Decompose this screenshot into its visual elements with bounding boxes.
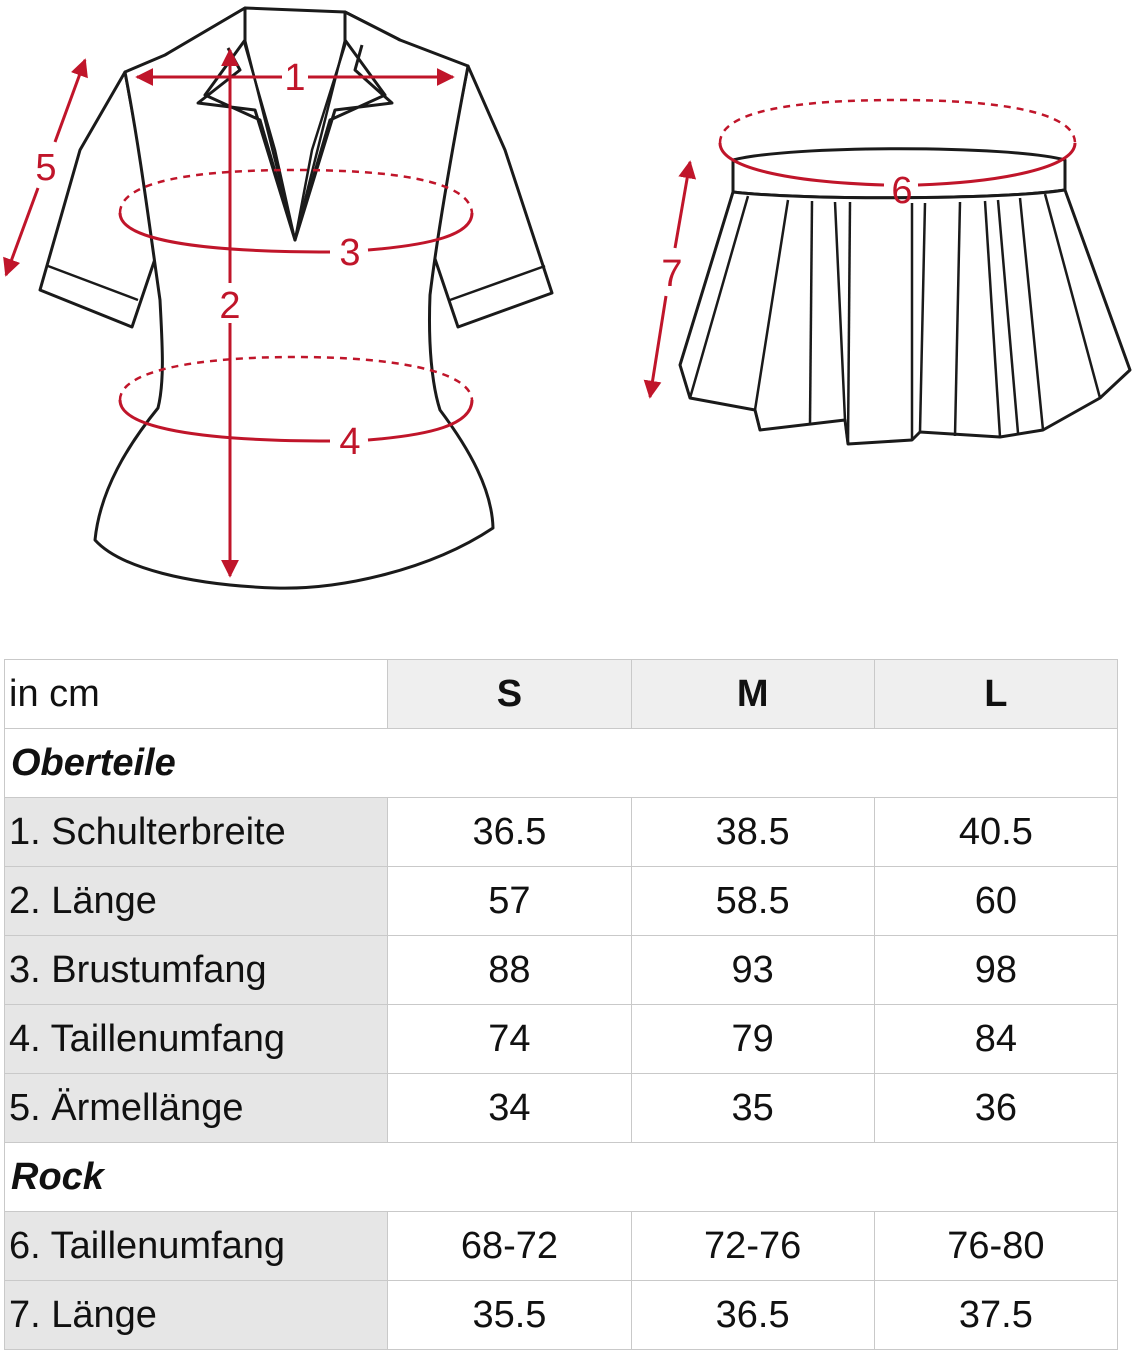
row-label: 5. Ärmellänge [5,1074,388,1143]
section-row-rock [5,1143,1118,1212]
row-value: 36.5 [631,1281,874,1350]
row-value: 93 [631,936,874,1005]
table-header-row [5,660,1118,729]
row-label: 4. Taillenumfang [5,1005,388,1074]
measure-label-7: 7 [661,253,683,295]
table-row [5,1212,1118,1281]
row-value: 88 [388,936,631,1005]
row-label: 2. Länge [5,867,388,936]
row-value: 38.5 [631,798,874,867]
row-value: 37.5 [874,1281,1117,1350]
row-label: 6. Taillenumfang [5,1212,388,1281]
garment-diagram [0,0,1135,600]
table-row [5,867,1118,936]
measure-label-2: 2 [219,285,241,327]
row-value: 76-80 [874,1212,1117,1281]
row-value: 68-72 [388,1212,631,1281]
table-row [5,936,1118,1005]
size-header-m: M [631,660,874,729]
row-value: 84 [874,1005,1117,1074]
table-row [5,1005,1118,1074]
row-value: 36.5 [388,798,631,867]
row-value: 35.5 [388,1281,631,1350]
table-row [5,1281,1118,1350]
row-value: 98 [874,936,1117,1005]
row-value: 79 [631,1005,874,1074]
section-title: Oberteile [5,729,1118,798]
row-value: 72-76 [631,1212,874,1281]
row-value: 58.5 [631,867,874,936]
row-label: 1. Schulterbreite [5,798,388,867]
section-title: Rock [5,1143,1118,1212]
row-label: 7. Länge [5,1281,388,1350]
row-value: 57 [388,867,631,936]
row-label: 3. Brustumfang [5,936,388,1005]
row-value: 36 [874,1074,1117,1143]
measure-label-1: 1 [284,57,306,99]
section-row-oberteile [5,729,1118,798]
row-value: 34 [388,1074,631,1143]
measure-label-6: 6 [891,170,913,212]
unit-label: in cm [5,660,388,729]
table-row [5,1074,1118,1143]
measure-label-4: 4 [339,421,361,463]
row-value: 74 [388,1005,631,1074]
row-value: 35 [631,1074,874,1143]
size-header-s: S [388,660,631,729]
measure-label-5: 5 [35,147,57,189]
size-table [4,659,1118,1350]
size-header-l: L [874,660,1117,729]
measure-label-3: 3 [339,232,361,274]
row-value: 60 [874,867,1117,936]
table-row [5,798,1118,867]
row-value: 40.5 [874,798,1117,867]
